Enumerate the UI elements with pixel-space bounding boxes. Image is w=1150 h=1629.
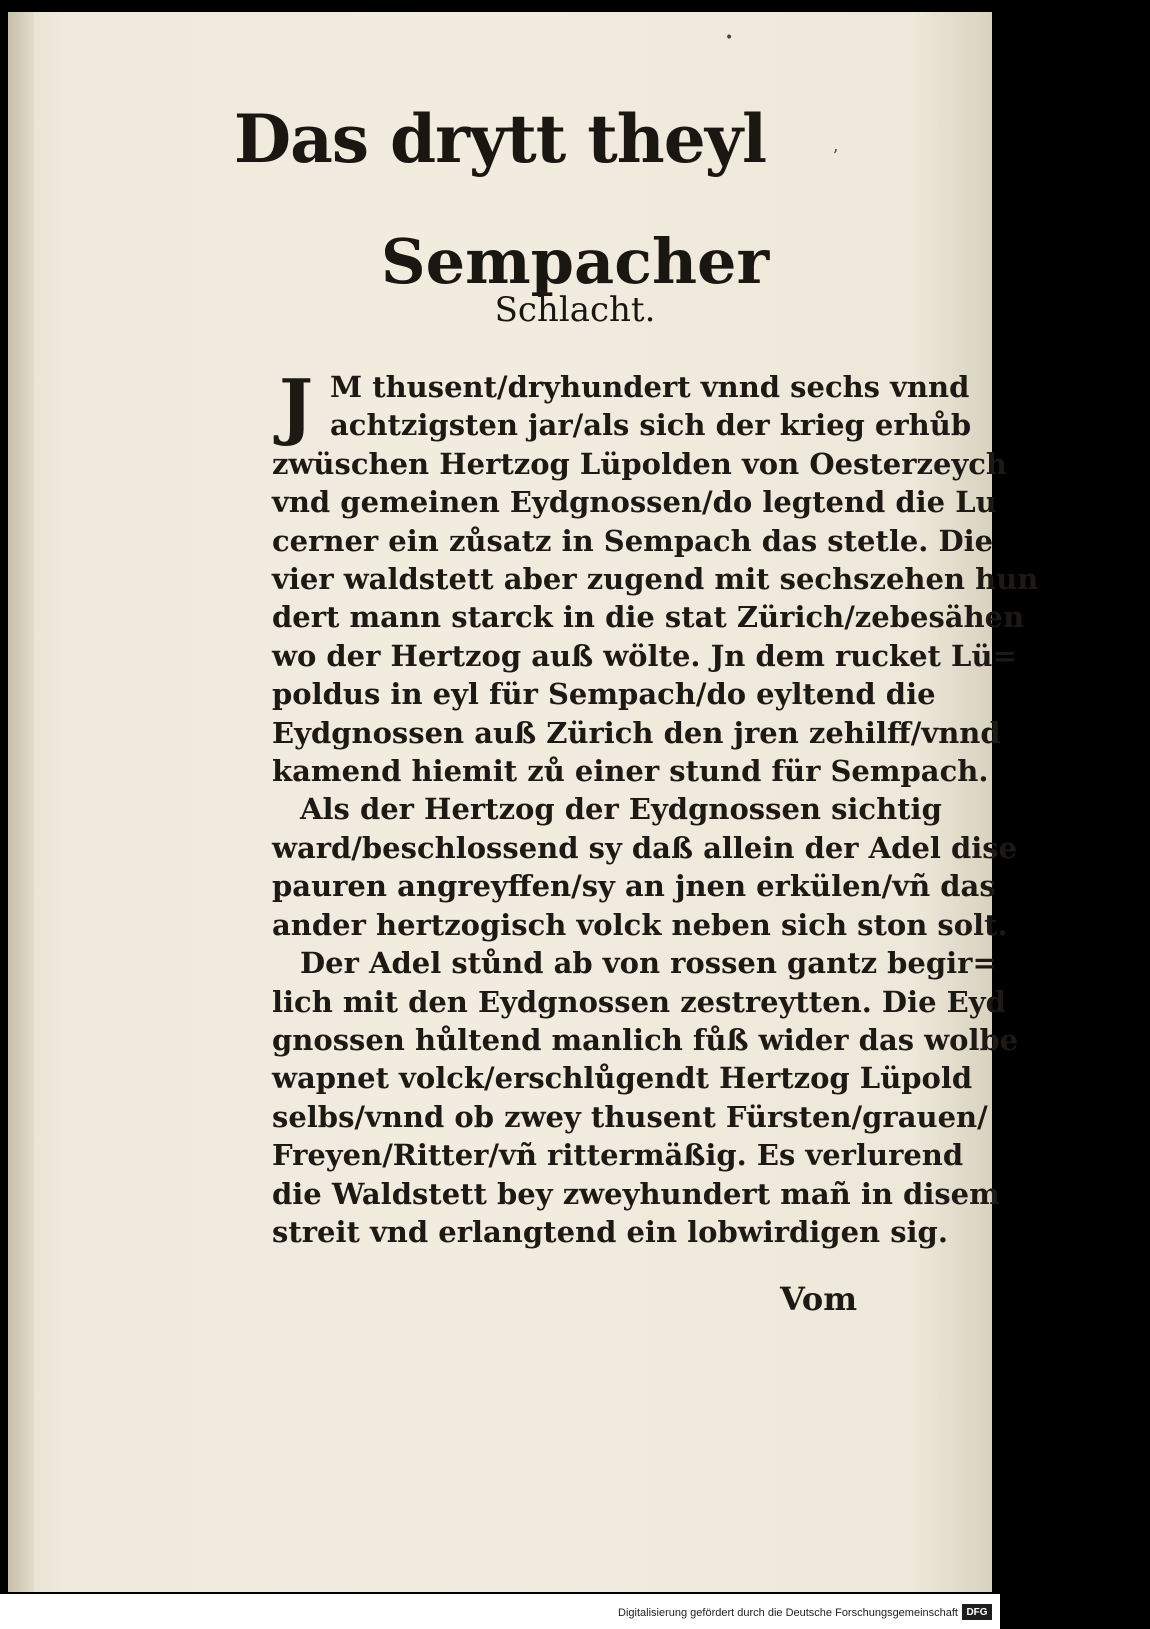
text-line: ward/beschlossend sy daß allein der Adel dise bbox=[272, 830, 1018, 865]
text-line: Freyen/Ritter/vñ rittermäßig. Es verlurend bbox=[272, 1138, 964, 1173]
digitization-credit: Digitalisierung gefördert durch die Deutsche Forschungsgemeinschaft bbox=[618, 1607, 958, 1619]
stray-mark: ʼ bbox=[832, 146, 838, 167]
text-line: cerner ein zůsatz in Sempach das stetle. Die bbox=[272, 523, 994, 558]
text-line: dert mann starck in die stat Zürich/zebesähen bbox=[272, 600, 1025, 635]
catchword: Vom bbox=[780, 1280, 858, 1318]
text-line: poldus in eyl für Sempach/do eyltend die bbox=[272, 677, 936, 712]
text-line: kamend hiemit zů einer stund für Sempach. bbox=[272, 754, 989, 789]
text-line: pauren angreyffen/sy an jnen erkülen/vñ das bbox=[272, 869, 996, 904]
chapter-title: Sempacher bbox=[380, 225, 770, 298]
text-line: vier waldstett aber zugend mit sechszehen hun bbox=[272, 562, 1039, 597]
chapter-subtitle: Schlacht. bbox=[494, 290, 656, 330]
text-line: die Waldstett bey zweyhundert mañ in disem bbox=[272, 1176, 1000, 1211]
text-line: Eydgnossen auß Zürich den jren zehilff/vnnd bbox=[272, 715, 1001, 750]
text-line: vnd gemeinen Eydgnossen/do legtend die Lu bbox=[272, 485, 997, 520]
text-line: achtzigsten jar/als sich der krieg erhůb bbox=[330, 408, 972, 443]
text-line: Der Adel stůnd ab von rossen gantz begir= bbox=[300, 946, 997, 981]
text-line: wo der Hertzog auß wölte. Jn dem rucket Lü= bbox=[272, 638, 1017, 673]
text-line: Als der Hertzog der Eydgnossen sichtig bbox=[300, 792, 942, 827]
text-line: lich mit den Eydgnossen zestreytten. Die Eyd bbox=[272, 984, 1006, 1019]
text-line: M thusent/dryhundert vnnd sechs vnnd bbox=[330, 370, 970, 404]
text-line: ander hertzogisch volck neben sich ston solt. bbox=[272, 907, 1008, 942]
text-line: selbs/vnnd ob zwey thusent Fürsten/grauen/ bbox=[272, 1099, 988, 1134]
running-title: Das drytt theyl bbox=[233, 100, 767, 178]
text-line: wapnet volck/erschlůgendt Hertzog Lüpold bbox=[272, 1061, 973, 1096]
drop-cap-initial: J bbox=[278, 363, 314, 448]
text-line: streit vnd erlangtend ein lobwirdigen sig. bbox=[272, 1214, 948, 1249]
dfg-logo: DFG bbox=[962, 1604, 992, 1620]
text-line: zwüschen Hertzog Lüpolden von Oesterzeych bbox=[272, 446, 1007, 481]
page-speck: • bbox=[725, 30, 734, 46]
body-text bbox=[272, 368, 1039, 1251]
text-line: gnossen hůltend manlich fůß wider das wolbe bbox=[272, 1022, 1019, 1057]
